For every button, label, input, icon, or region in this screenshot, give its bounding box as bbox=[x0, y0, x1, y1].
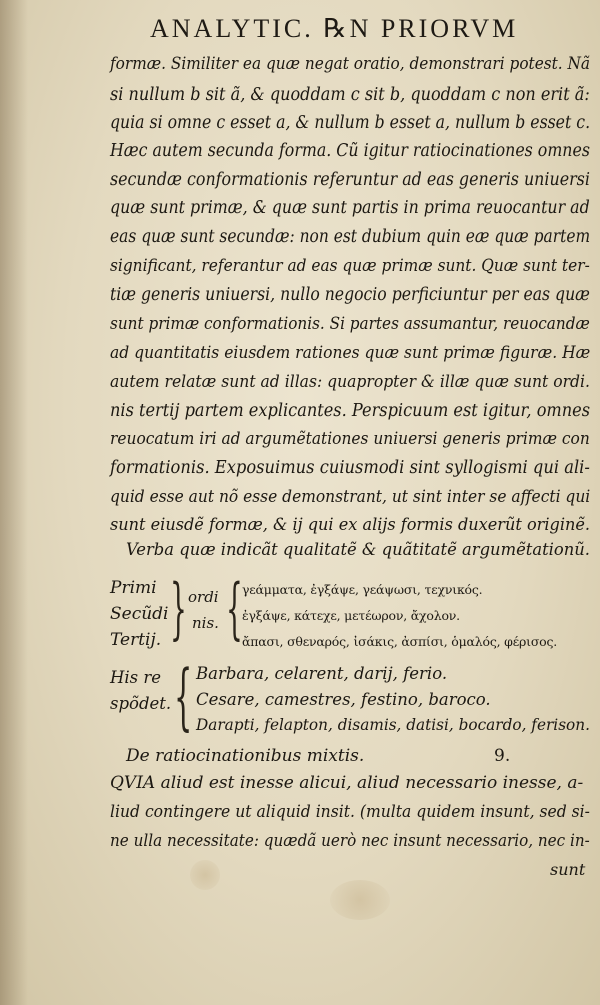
body-line: sunt primæ conformationis. Si partes assumantur, reuocandæ bbox=[110, 314, 590, 334]
body-line: Hæc autem secunda forma. Cũ igitur ratiocinationes omnes bbox=[110, 141, 590, 161]
page-edge-shadow bbox=[0, 0, 28, 1005]
body-line: quia si omne c esset a, & nullum b esset a, nullum b esset c. bbox=[110, 113, 591, 133]
body-line: reuocatum iri ad argumẽtationes uniuersi generis primæ con bbox=[110, 429, 590, 449]
middle-label: ordi bbox=[188, 588, 219, 606]
moods-label: His re bbox=[110, 668, 162, 687]
greek-line: ἄπασι, σθεναρός, ἰσάκις, ἀσπίσι, ὁμαλός, φέρισος. bbox=[242, 634, 558, 649]
catchword: sunt bbox=[550, 860, 586, 879]
middle-label: nis. bbox=[192, 614, 219, 632]
closing-line: QVIA aliud est inesse alicui, aliud necessario inesse, a- bbox=[110, 773, 584, 793]
body-line: quid esse aut nõ esse demonstrant, ut sint inter se affecti qui bbox=[110, 487, 591, 507]
section-heading: Verba quæ indicãt qualitatẽ & quãtitatẽ argumẽtationũ. bbox=[126, 540, 590, 560]
brace-icon: { bbox=[226, 570, 243, 647]
moods-block bbox=[110, 654, 590, 742]
mood-line: Barbara, celarent, darij, ferio. bbox=[196, 664, 448, 683]
greek-line: ἐγξάψε, κάτεχε, μετέωρον, ἄχολον. bbox=[242, 608, 460, 623]
greek-line: γεάμματα, ἐγξάψε, γεάψωσι, τεχνικός. bbox=[242, 582, 483, 597]
body-line: secundæ conformationis referuntur ad eas generis uniuersi bbox=[110, 170, 590, 190]
body-line: sunt eiusdẽ formæ, & ij qui ex alijs formis duxerũt originẽ. bbox=[110, 515, 591, 535]
closing-line: liud contingere ut aliquid insit. (multa quidem insunt, sed si- bbox=[110, 802, 590, 822]
body-line: formationis. Exposuimus cuiusmodi sint syllogismi qui ali- bbox=[110, 458, 590, 478]
body-line: nis tertij partem explicantes. Perspicuum est igitur, omnes bbox=[110, 401, 591, 421]
row-label: Secũdi bbox=[110, 604, 169, 624]
paper-stain bbox=[330, 880, 390, 920]
moods-label: spõdet. bbox=[110, 694, 172, 713]
body-line: eas quæ sunt secundæ: non est dubium quin eæ quæ partem bbox=[110, 227, 591, 247]
chapter-number: 9. bbox=[494, 746, 511, 766]
body-line: autem relatæ sunt ad illas: quapropter & illæ quæ sunt ordi. bbox=[110, 372, 590, 392]
closing-line: ne ulla necessitate: quædã uerò nec insunt necessario, nec in- bbox=[110, 831, 590, 850]
running-head: ANALYTIC. ℞N PRIORVM bbox=[150, 14, 519, 43]
body-line: ad quantitatis eiusdem rationes quæ sunt primæ figuræ. Hæ bbox=[110, 343, 591, 363]
mood-line: Cesare, camestres, festino, baroco. bbox=[196, 690, 491, 709]
body-line: quæ sunt primæ, & quæ sunt partis in prima reuocantur ad bbox=[110, 198, 590, 218]
mood-line: Darapti, felapton, disamis, datisi, bocardo, ferison. bbox=[196, 716, 590, 734]
brace-icon: { bbox=[174, 654, 193, 738]
body-line: formæ. Similiter ea quæ negat oratio, demonstrari potest. Nã bbox=[110, 54, 591, 74]
row-label: Primi bbox=[110, 578, 157, 598]
row-label: Tertij. bbox=[110, 630, 162, 650]
brace-icon: } bbox=[170, 570, 187, 647]
body-line: significant, referantur ad eas quæ primæ sunt. Quæ sunt ter- bbox=[110, 256, 590, 276]
paper-stain bbox=[190, 860, 220, 890]
body-line: tiæ generis uniuersi, nullo negocio perficiuntur per eas quæ bbox=[110, 285, 590, 305]
chapter-title: De ratiocinationibus mixtis. bbox=[126, 746, 365, 766]
body-line: si nullum b sit ã, & quoddam c sit b, quoddam c non erit ã: bbox=[110, 85, 590, 105]
